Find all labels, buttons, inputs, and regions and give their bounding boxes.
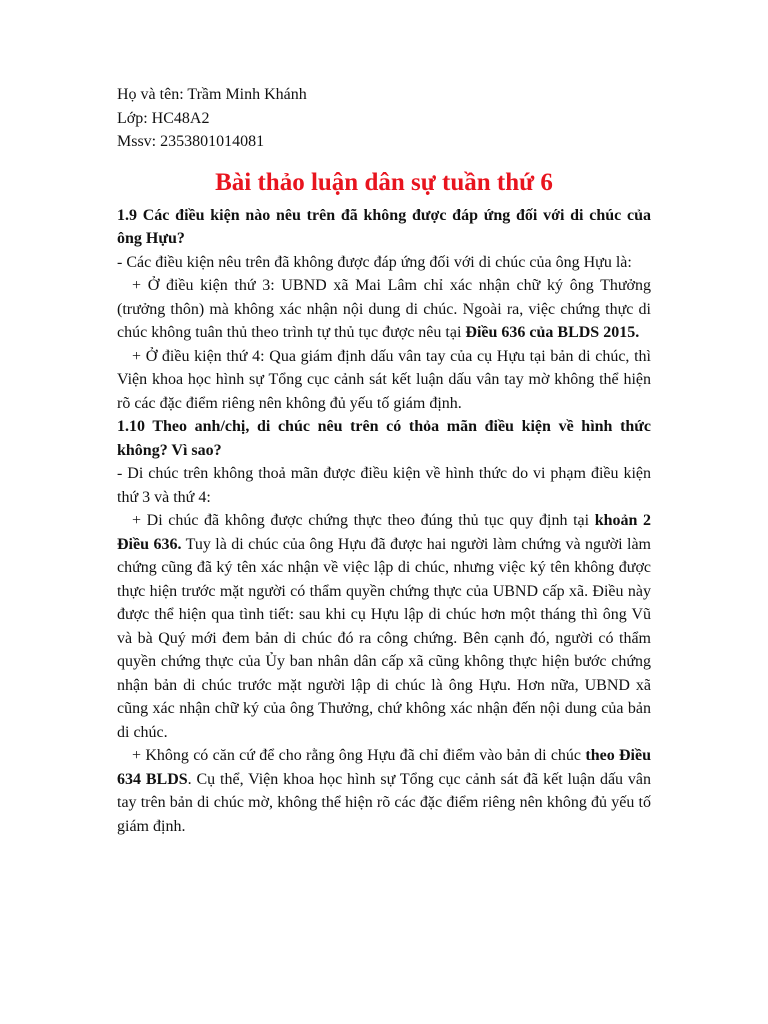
question-1-9: 1.9 Các điều kiện nào nêu trên đã không được đáp ứng đối với di chúc của ông Hựu? [117,206,651,247]
student-name: Họ và tên: Trầm Minh Khánh [117,86,307,103]
legal-reference: khoản 2 Điều 636. [117,512,651,553]
document-title: Bài thảo luận dân sự tuần thứ 6 [215,168,553,196]
point-text-rest: . Cụ thể, Viện khoa học hình sự Tổng cục cảnh sát đã kết luận dấu vân tay trên bản di chúc mờ, không thể hiện rõ các đặc điểm riêng nên không đủ yếu tố giám định. [117,770,651,835]
answer-intro-1-10: - Di chúc trên không thoả mãn được điều kiện về hình thức do vi phạm điều kiện thứ 3 và thứ 4: [117,465,651,506]
answer-point [117,274,651,345]
question-1-10: 1.10 Theo anh/chị, di chúc nêu trên có thỏa mãn điều kiện về hình thức không? Vì sao? [117,418,651,459]
answer-intro-1-9: - Các điều kiện nêu trên đã không được đáp ứng đối với di chúc của ông Hựu là: [117,253,632,271]
point-text-rest: Tuy là di chúc của ông Hựu đã được hai người làm chứng và người làm chứng cũng đã ký tên xác nhận về việc lập di chúc, nhưng việc ký tên không được thực hiện trước mặt người có thẩm quyền chứng thực của UBND cấp xã. Điều này được thể hiện qua tình tiết: sau khi cụ Hựu lập di chúc hơn một tháng thì ông Vũ và bà Quý mới đem bản di chúc đó ra công chứng. Bên cạnh đó, người có thẩm quyền chứng thực của Ủy ban nhân dân cấp xã cũng không thực hiện bước chứng nhận bản di chúc trước mặt người lập di chúc là ông Hựu. Hơn nữa, UBND xã cũng xác nhận chữ ký của ông Thưởng, chứ không xác nhận đến nội dung của bản di chúc. [117,535,652,741]
answer-point [117,744,651,838]
point-text: + Ở điều kiện thứ 4: Qua giám định dấu vân tay của cụ Hựu tại bản di chúc, thì Viện khoa học hình sự Tổng cục cảnh sát kết luận dấu vân tay mờ không thể hiện rõ các đặc điểm riêng nên không đủ yếu tố giám định. [117,347,651,412]
legal-reference: Điều 636 của BLDS 2015. [465,324,640,341]
point-text: + Ở điều kiện thứ 3: UBND xã Mai Lâm chỉ xác nhận chữ ký ông Thưởng (trưởng thôn) mà không xác nhận nội dung di chúc. Ngoài ra, việc chứng thực di chúc không tuân thủ theo trình tự thủ tục được nêu tại [117,277,651,341]
legal-reference: theo Điều 634 BLDS [117,747,652,788]
student-id: Mssv: 2353801014081 [117,133,265,150]
answer-point [117,509,651,744]
point-text: + Không có căn cứ để cho rằng ông Hựu đã chỉ điểm vào bản di chúc [132,747,586,764]
answer-point [117,345,651,416]
point-text: + Di chúc đã không được chứng thực theo đúng thủ tục quy định tại [132,512,595,529]
student-class: Lớp: HC48A2 [117,109,210,127]
